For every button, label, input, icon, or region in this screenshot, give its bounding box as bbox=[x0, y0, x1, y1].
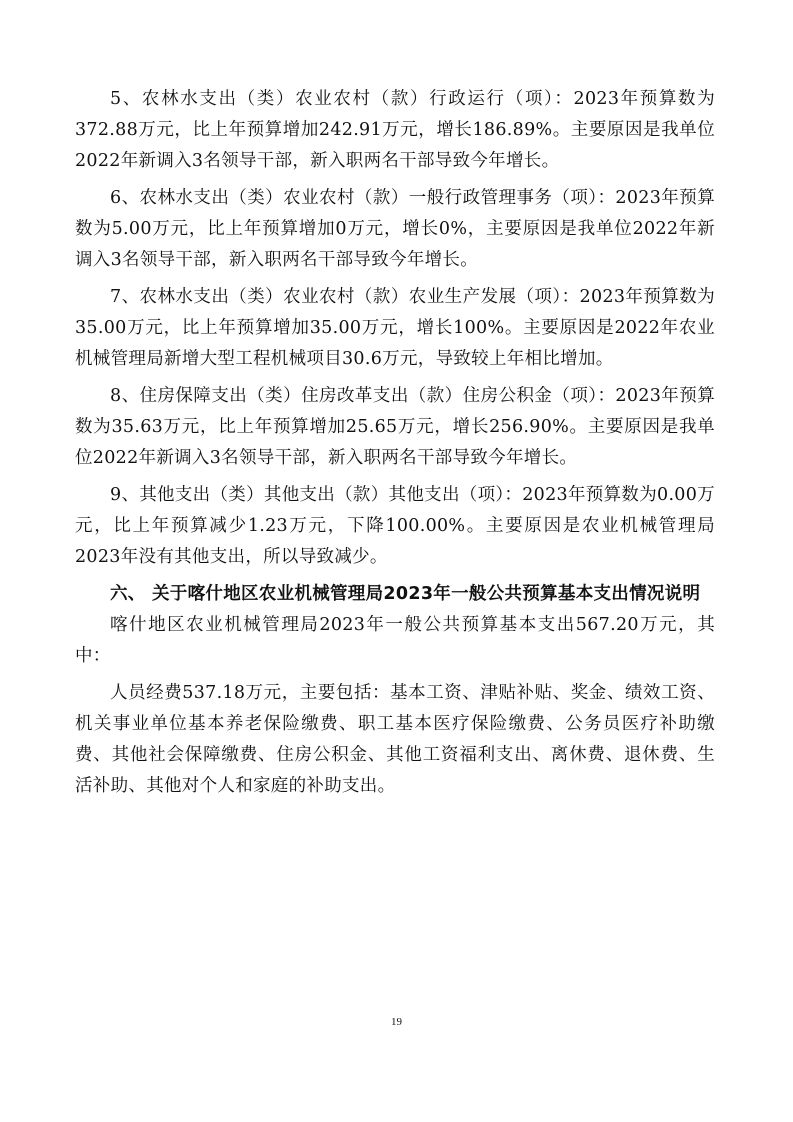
personnel-expenditure-paragraph: 人员经费537.18万元，主要包括：基本工资、津贴补贴、奖金、绩效工资、机关事业单位基本养老保险缴费、职工基本医疗保险缴费、公务员医疗补助缴费、其他社会保障缴费、住房公积金、其他工资福利支出、离休费、退休费、生活补助、其他对个人和家庭的补助支出。 bbox=[75, 683, 715, 796]
paragraph-item-7: 7、农林水支出（类）农业农村（款）农业生产发展（项）：2023年预算数为35.00万元，比上年预算增加35.00万元，增长100%。主要原因是2022年农业机械管理局新增大型工程机械项目30.6万元，导致较上年相比增加。 bbox=[75, 287, 715, 369]
basic-expenditure-intro: 喀什地区农业机械管理局2023年一般公共预算基本支出567.20万元，其中： bbox=[75, 615, 715, 666]
section-heading-six: 六、 关于喀什地区农业机械管理局2023年一般公共预算基本支出情况说明 bbox=[110, 584, 701, 604]
paragraph-item-5: 5、农林水支出（类）农业农村（款）行政运行（项）：2023年预算数为372.88万元，比上年预算增加242.91万元，增长186.89%。主要原因是我单位2022年新调入3名领导干部，新入职两名干部导致今年增长。 bbox=[75, 89, 715, 171]
paragraph-item-8: 8、住房保障支出（类）住房改革支出（款）住房公积金（项）：2023年预算数为35.63万元，比上年预算增加25.65万元，增长256.90%。主要原因是我单位2022年新调入3名领导干部，新入职两名干部导致今年增长。 bbox=[75, 386, 715, 468]
page-number: 19 bbox=[391, 1016, 402, 1028]
document-page bbox=[75, 84, 715, 802]
paragraph-item-9: 9、其他支出（类）其他支出（款）其他支出（项）：2023年预算数为0.00万元，比上年预算减少1.23万元，下降100.00%。主要原因是农业机械管理局2023年没有其他支出，所以导致减少。 bbox=[75, 485, 715, 567]
paragraph-item-6: 6、农林水支出（类）农业农村（款）一般行政管理事务（项）：2023年预算数为5.00万元，比上年预算增加0万元，增长0%，主要原因是我单位2022年新调入3名领导干部，新入职两名干部导致今年增长。 bbox=[75, 188, 715, 270]
